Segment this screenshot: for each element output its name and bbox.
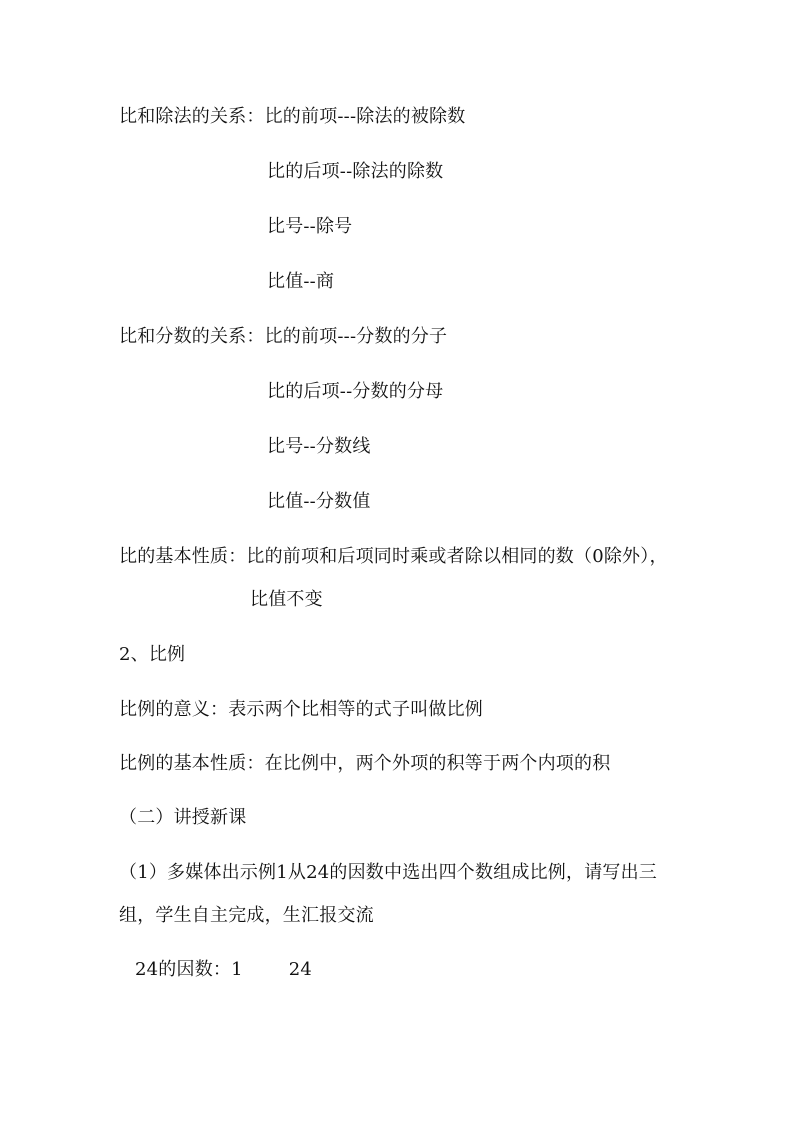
proportion-property: 比例的基本性质：在比例中，两个外项的积等于两个内项的积: [119, 753, 611, 774]
factors-last: 24: [288, 959, 313, 980]
basic-property-continuation: 比值不变: [250, 589, 323, 610]
ratio-division-item: 比值--商: [267, 271, 335, 292]
ratio-fraction-item: 比的后项--分数的分母: [267, 381, 444, 402]
ratio-division-item: 比的后项--除法的除数: [267, 161, 444, 182]
ratio-division-item: 比号--除号: [267, 216, 353, 237]
ratio-fraction-item: 比值--分数值: [267, 491, 371, 512]
factors-label: 24的因数：1: [135, 959, 243, 980]
factors-line: [135, 959, 312, 981]
example-continuation: 组，学生自主完成，生汇报交流: [119, 905, 374, 926]
ratio-fraction-item: 比号--分数线: [267, 436, 371, 457]
basic-property-line: 比的基本性质：比的前项和后项同时乘或者除以相同的数（0除外），: [119, 546, 668, 567]
proportion-meaning: 比例的意义：表示两个比相等的式子叫做比例: [119, 699, 483, 720]
ratio-fraction-heading: 比和分数的关系：比的前项---分数的分子: [119, 326, 448, 347]
example-line: （1）多媒体出示例1从24的因数中选出四个数组成比例，请写出三: [119, 862, 658, 883]
section-heading: 2、比例: [119, 644, 186, 665]
ratio-division-heading: 比和除法的关系：比的前项---除法的被除数: [119, 106, 466, 127]
new-lesson-heading: （二）讲授新课: [119, 807, 247, 828]
